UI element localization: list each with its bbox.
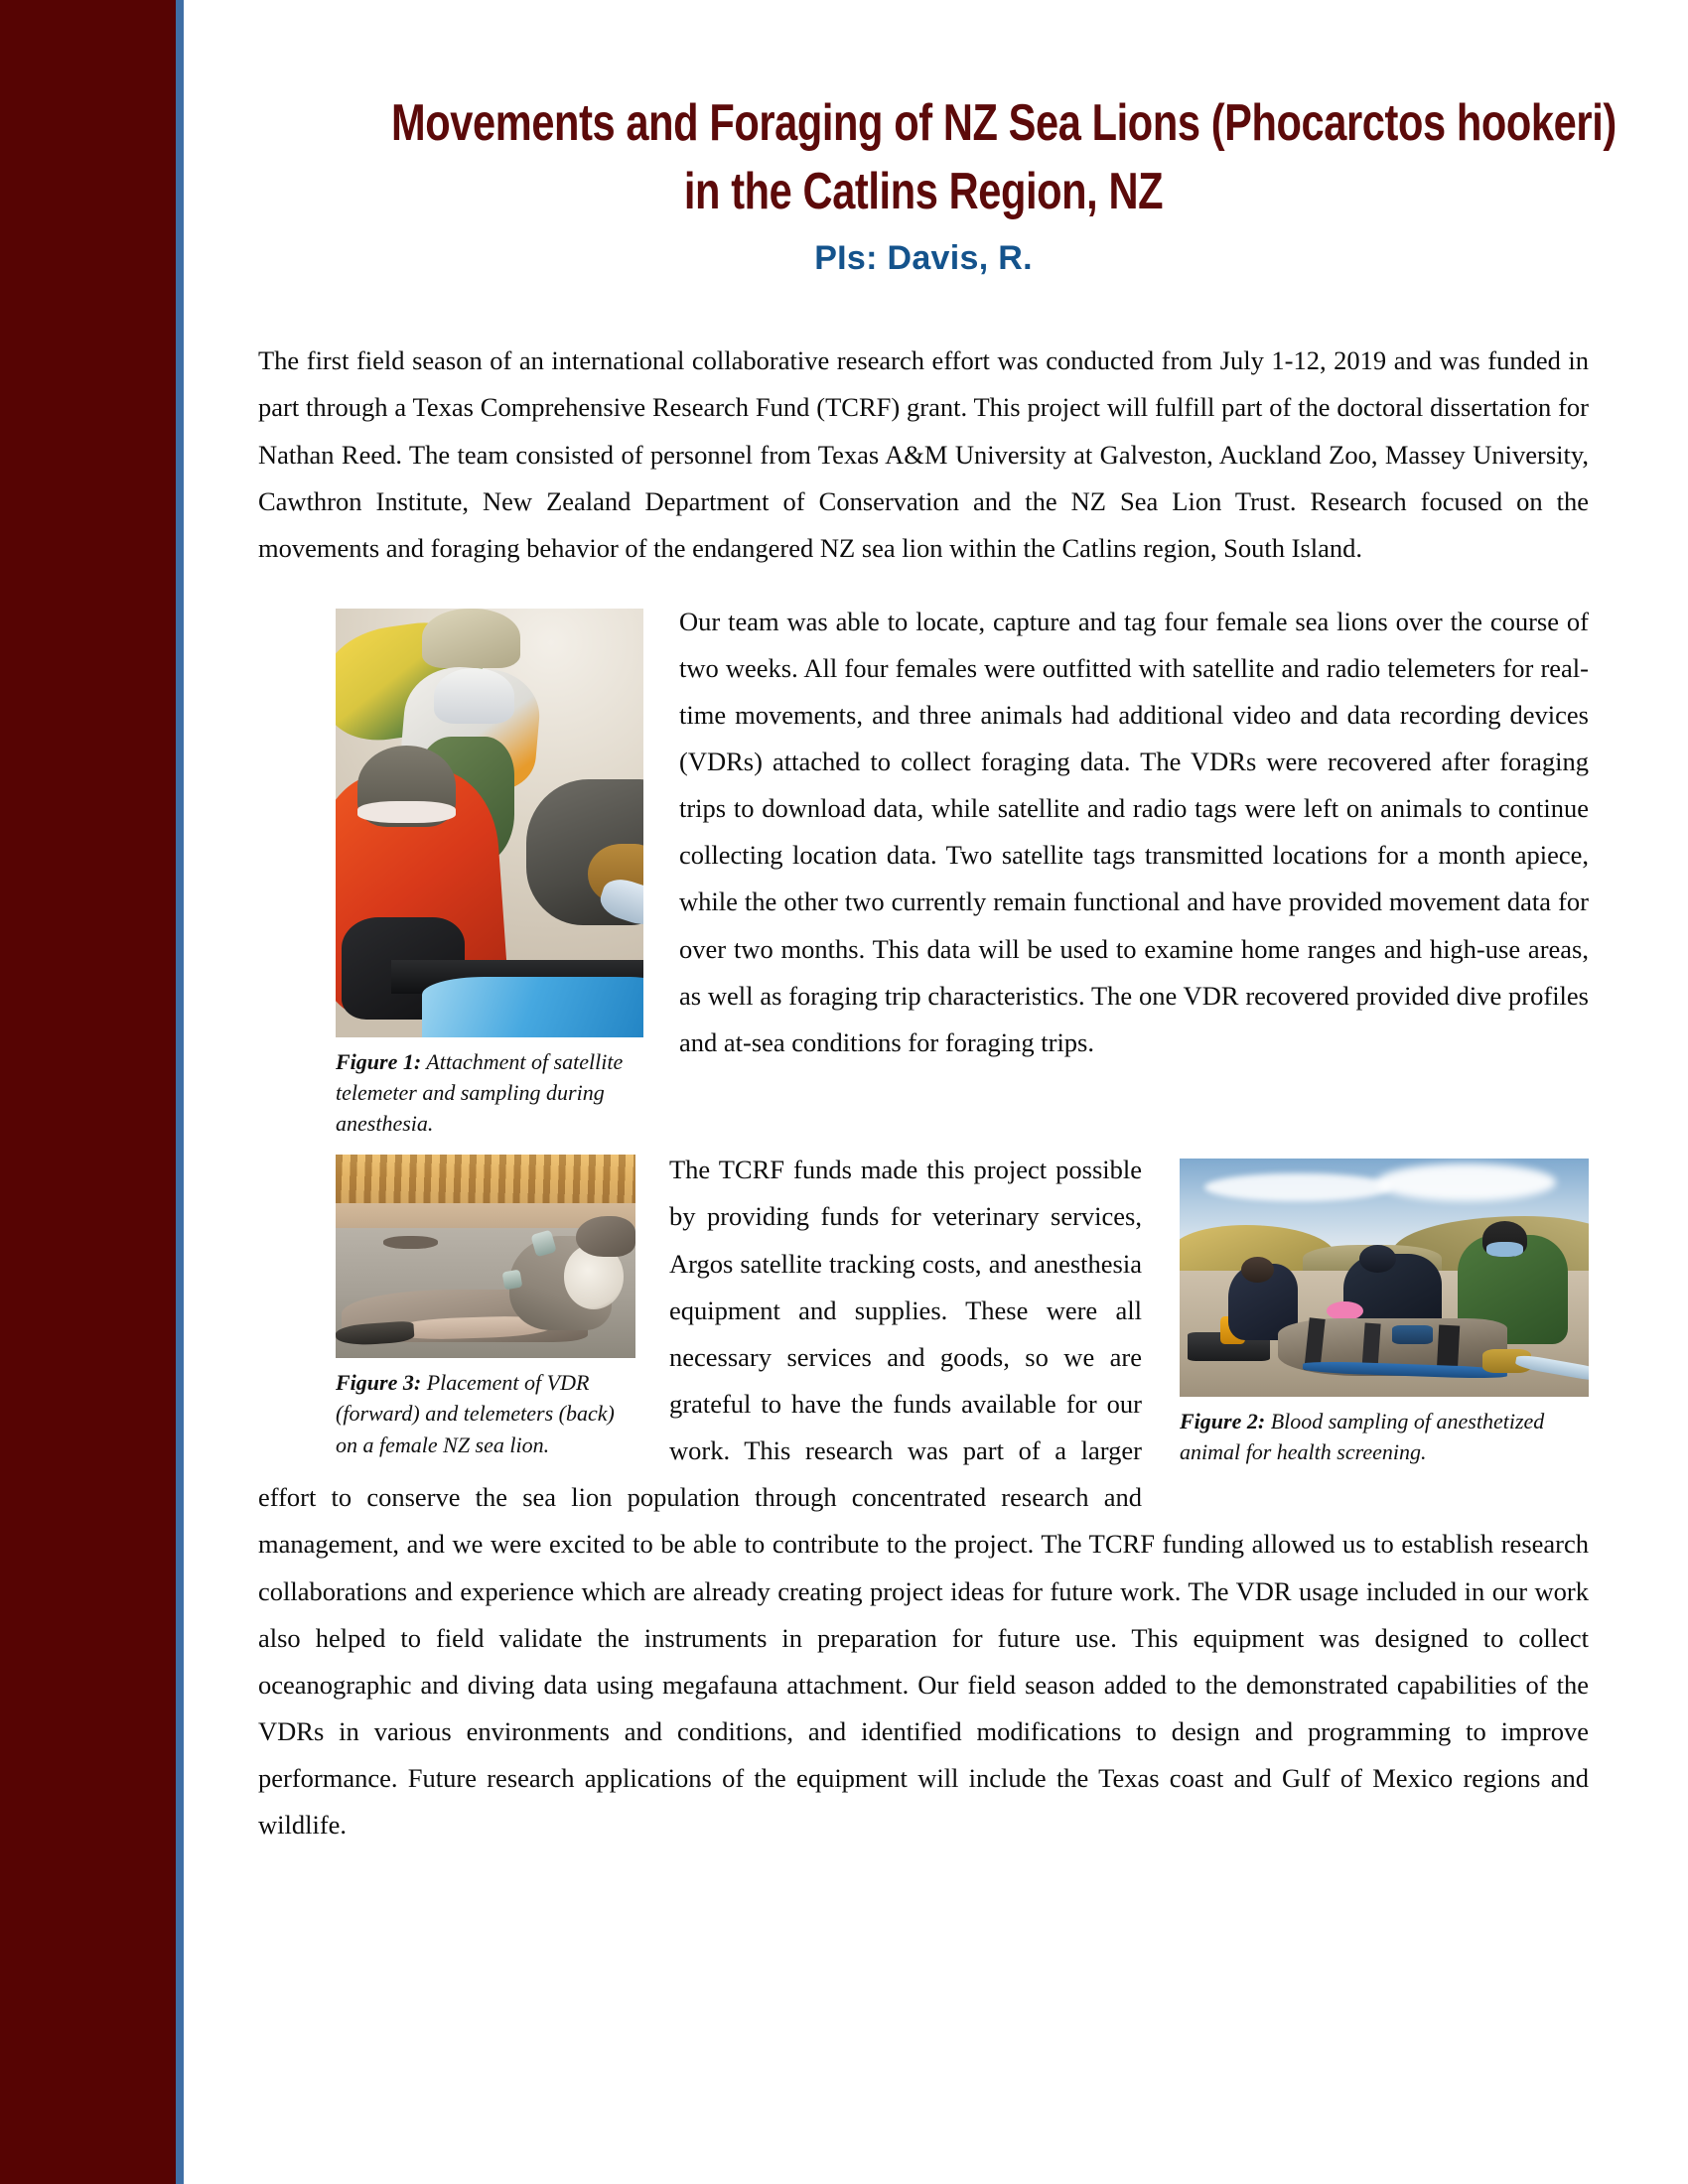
paragraph-funding: The TCRF funds made this project possible by providing funds for veterinary services, Argos satellite tracking costs, and anesthesia equipment and supplies. These were all necessary services and goods, so we are grateful to have the funds available for our work. This research was part of a larger effort to conserve the sea lion population through concentrated research and management, and we were excited to be able to contribute to the project. The TCRF funding allowed us to establish research collaborations and experience which are already creating project ideas for future work. The VDR usage included in our work also helped to field validate the instruments in preparation for future use. This equipment was designed to collect oceanographic and diving data using megafauna attachment. Our field season added to the demonstrated capabilities of the VDRs in various environments and conditions, and identified modifications to design and programming to improve performance. Future research applications of the equipment will include the Texas coast and Gulf of Mexico regions and wildlife. xyxy=(258,1155,1589,1841)
figure-1 xyxy=(336,609,643,1140)
principal-investigators: PIs: Davis, R. xyxy=(814,239,1033,278)
left-blue-rule xyxy=(176,0,184,2184)
figure-1-photo xyxy=(336,609,643,1037)
figure-2-caption xyxy=(1180,1406,1589,1467)
figure-3-caption xyxy=(336,1367,635,1460)
figure-1-label: Figure 1: xyxy=(336,1048,422,1074)
figure-2-caption-text: Blood sampling of anesthetized animal for health screening. xyxy=(1180,1409,1545,1465)
figure-2 xyxy=(1180,1159,1589,1467)
figure-3-label: Figure 3: xyxy=(336,1370,422,1396)
figure-3 xyxy=(336,1155,635,1460)
page-title-line-1: Movements and Foraging of NZ Sea Lions (Phocarctos hookeri) xyxy=(391,94,1617,152)
figure-1-section xyxy=(258,599,1589,1148)
figure-3-photo xyxy=(336,1155,635,1358)
page-title-line-2: in the Catlins Region, NZ xyxy=(683,162,1164,220)
figure-1-caption-text: Attachment of satellite telemeter and sampling during anesthesia. xyxy=(336,1048,624,1136)
figure-2-photo xyxy=(1180,1159,1589,1397)
figure-2-label: Figure 2: xyxy=(1180,1409,1266,1434)
paragraph-methods: Our team was able to locate, capture and tag four female sea lions over the course of two weeks. All four females were outfitted with satellite and radio telemeters for real-time movements, and three animals had additional video and data recording devices (VDRs) attached to collect foraging data. The VDRs were recovered after foraging trips to download data, while satellite and radio tags were left on animals to continue collecting location data. Two satellite tags transmitted locations for a month apiece, while the other two currently remain functional and have provided movement data for over two months. This data will be used to examine home ranges and high-use areas, as well as foraging trip characteristics. The one VDR recovered provided dive profiles and at-sea conditions for foraging trips. xyxy=(679,606,1589,1057)
figure-1-caption xyxy=(336,1046,643,1140)
left-maroon-sidebar xyxy=(0,0,176,2184)
figure-2-3-section xyxy=(258,1147,1589,1875)
page-content xyxy=(184,0,1688,2184)
figure-3-caption-text: Placement of VDR (forward) and telemeters (back) on a female NZ sea lion. xyxy=(336,1370,615,1457)
paragraph-intro: The first field season of an international collaborative research effort was conducted from July 1-12, 2019 and was funded in part through a Texas Comprehensive Research Fund (TCRF) grant. This project will fulfill part of the doctoral dissertation for Nathan Reed. The team consisted of personnel from Texas A&M University at Galveston, Auckland Zoo, Massey University, Cawthron Institute, New Zealand Department of Conservation and the NZ Sea Lion Trust. Research focused on the movements and foraging behavior of the endangered NZ sea lion within the Catlins region, South Island. xyxy=(258,345,1589,563)
page-title xyxy=(391,0,1617,225)
